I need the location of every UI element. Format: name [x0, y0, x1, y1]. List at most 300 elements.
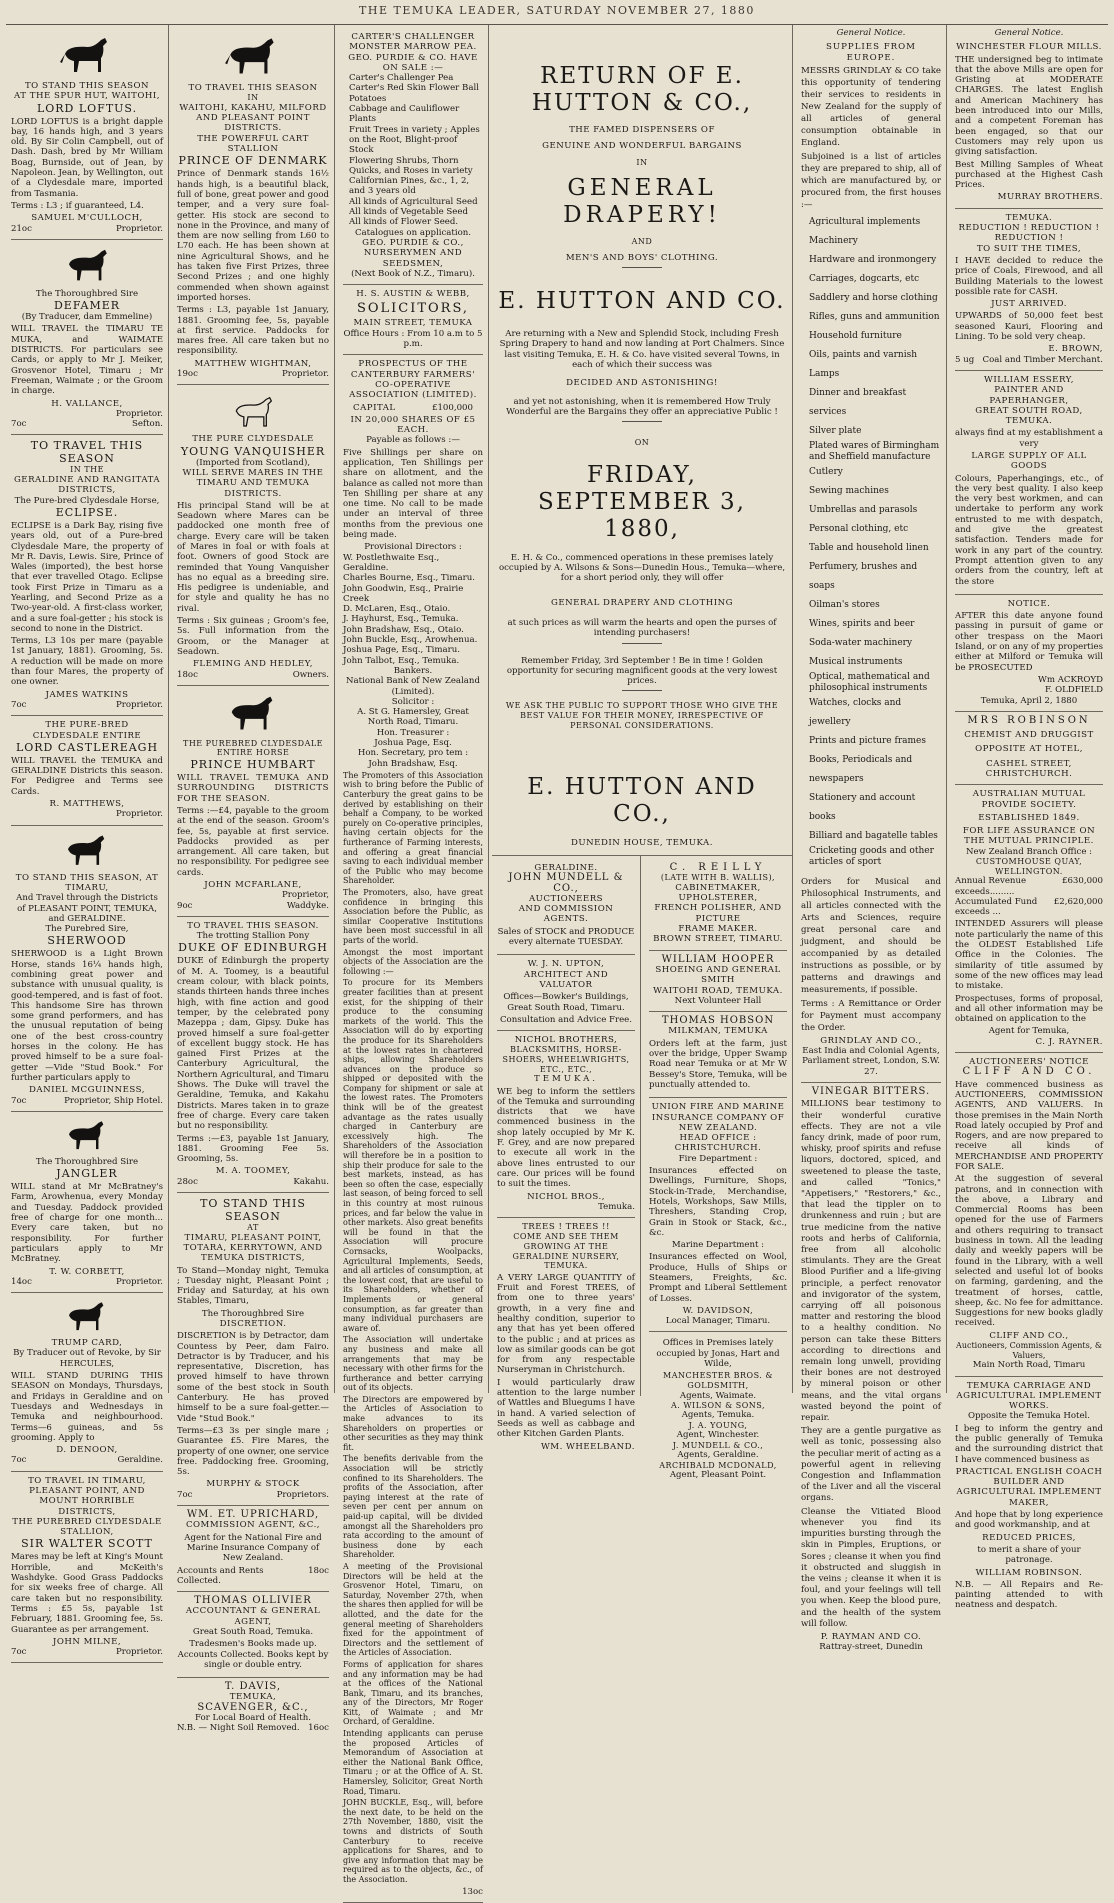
ad-body: At the suggestion of several patrons, and in connection with the above, a Library and Commercial Rooms has been opened for the use of Farmers and others requiring to transact business in town. All the leading daily and weekly papers will be found in the Library, with a well selected and useful lot of books on farming, gardening, and the treatment of horses, cattle, sheep, &c. No fee for admittance. Suggestions for new books gladly received.: [955, 1174, 1103, 1329]
ad-code: 18oc: [177, 669, 198, 680]
ad-young-vanquisher: [177, 385, 329, 686]
hutton-ask: WE ASK THE PUBLIC TO SUPPORT THOSE WHO GIVE THE BEST VALUE FOR THEIR MONEY, IRRESPECTIVE OF PERSONAL CONSIDERATIONS.: [505, 701, 779, 730]
ad-body: Sales of STOCK and PRODUCE every alternate TUESDAY.: [497, 926, 635, 948]
ad-owner: JOHN MILNE,: [52, 1636, 122, 1647]
divider: [622, 421, 662, 422]
ad-title: TEMUKA CARRIAGE AND AGRICULTURAL IMPLEMENT WORKS.: [956, 1380, 1102, 1412]
ad-body: Have commenced business as AUCTIONEERS, COMMISSION AGENTS, AND VALUERS. In those premises in the Main North Road lately occupied by Prof and Rogers, and are now prepared to receive all kinds of MERCHANDISE AND PROPERTY FOR SALE.: [955, 1079, 1103, 1172]
ad-note: N.B. — All Repairs and Re-painting attended to with neatness and despatch.: [955, 1579, 1103, 1611]
purdie-item: Carter's Red Skin Flower Ball Potatoes: [349, 83, 479, 104]
ad-subtitle: (LATE WITH B. WALLIS),: [660, 873, 776, 883]
ad-role: Owners.: [292, 669, 329, 680]
ad-jangler: [11, 1112, 163, 1293]
ad-title: COME AND SEE THEM GROWING AT THE GERALDINE NURSERY, TEMUKA.: [512, 1232, 620, 1271]
ad-address: CASHEL STREET, CHRISTCHURCH.: [985, 758, 1073, 779]
ad-title: THE POWERFUL CART STALLION: [197, 133, 309, 155]
supply-item: Hardware and ironmongery: [809, 254, 937, 265]
supply-item: Soda-water machinery: [809, 637, 913, 648]
ad-body: THE undersigned beg to intimate that the above Mills are open for Gristing at MODERATE CHARGES. The latest English and American Machinery has been introduced into our Mills, and a competent Foreman has been engaged, so that our Customers may rely upon us giving satisfaction.: [955, 54, 1103, 158]
hutton-date: FRIDAY, SEPTEMBER 3, 1880,: [538, 461, 746, 542]
ad-robinson-chemist: [955, 712, 1103, 785]
capital-value: £100,000: [431, 402, 473, 413]
ad-subhead: Provisional Directors :: [364, 542, 462, 553]
ad-terms: Terms : Six guineas ; Groom's fee, 5s. Full information from the Groom, or the Manager at Seadown.: [177, 616, 329, 657]
ad-role: Proprietor, Ship Hotel.: [64, 1095, 163, 1106]
ad-address: BROWN STREET, TIMARU.: [653, 934, 783, 945]
ad-title: TO SUIT THE TIMES,: [976, 243, 1082, 254]
ad-purdie: [343, 28, 483, 285]
ad-title: JUST ARRIVED.: [991, 299, 1067, 310]
ad-union-insurance: [649, 1098, 787, 1332]
amp-income-label: Annual Revenue exceeds.........: [955, 876, 1027, 897]
ad-title: COMMISSION AGENT, &C.,: [185, 1520, 321, 1531]
director: Joshua Page, Esq., Timaru.: [343, 645, 461, 656]
ad-code: 7oc: [11, 1455, 27, 1466]
ad-code: 19oc: [177, 369, 198, 380]
ad-code: 16oc: [308, 1723, 329, 1734]
hutton-body: Are returning with a New and Splendid Stock, including Fresh Spring Drapery to hand and now landing at Port Chalmers. Since last visiting Temuka, E. H. & Co. have visited several Towns, in each of which their success was: [499, 329, 785, 370]
ad-body: Cleanse the Vitiated Blood whenever you find its impurities bursting through the skin in Pimples, Eruptions, or Sores ; cleanse it when you find it obstructed and sluggish in the veins ; cleanse it when it is foul, and your feelings will tell you when. Keep the blood pure, and the health of the system will follow.: [801, 1506, 941, 1629]
ad-body: I beg to inform the gentry and the public generally of Temuka and the surrounding district that I have commenced business as: [955, 1423, 1103, 1465]
ad-title: SUPPLIES FROM EUROPE.: [826, 42, 916, 63]
ad-title: AT THE SPUR HUT, WAITOHI,: [14, 91, 160, 102]
ad-title: The Pure-bred Clydesdale Horse,: [14, 495, 160, 506]
ad-title: WILLIAM HOOPER: [661, 953, 775, 965]
ad-title: AUCTIONEERS: [528, 893, 604, 904]
supply-item: Carriages, dogcarts, etc: [809, 273, 920, 284]
supply-item: Saddlery and horse clothing: [809, 292, 938, 303]
ad-note: N.B. — Night Soil Removed.: [177, 1723, 300, 1734]
ad-subhead: Solicitor :: [391, 696, 435, 707]
ad-essery: [955, 371, 1103, 595]
ad-owner: Wm ACKROYD: [1038, 674, 1103, 685]
ad-body: MILLIONS bear testimony to their wonderful curative effects. They are not a vile fancy drink, made of poor rum, whisky, proof spirits and refuse liquors, doctored, spiced, and sweetened to please the taste, and called "Tonics," "Appetisers," "Restorers," &c., that lead the tippler on to drunkenness and ruin ; but are true medicine from the native roots and herbs of California, free from all alcoholic stimulants. They are the Great Blood Purifier and a life-giving principle, a perfect renovator and invigorator of the system, carrying off all poisonous matter and restoring the blood to a healthy condition. No person can take these Bitters according to directions and remain long unwell, providing their bones are not destroyed by mineral poison or other means, and the vital organs wasted beyond the point of repair.: [801, 1099, 941, 1424]
ad-body: Tradesmen's Books made up. Accounts Collected. Books kept by single or double entry.: [177, 1639, 329, 1670]
ad-title: IN THE: [70, 465, 104, 475]
ad-place: Temuka.: [598, 1201, 635, 1212]
ad-title: ARCHITECT AND VALUATOR: [523, 969, 609, 990]
ad-owner: M. A. TOOMEY,: [215, 1166, 291, 1177]
ad-line: John Bradshaw, Esq.: [368, 758, 458, 769]
ad-role: Proprietor.: [115, 699, 163, 710]
ad-title: LORD CASTLEREAGH: [15, 740, 159, 754]
supply-item: Silver plate: [809, 425, 862, 436]
divider: [622, 690, 662, 691]
ad-title: AT: [247, 1223, 259, 1233]
ad-subhead: Fire Department :: [678, 1153, 758, 1164]
ad-title: LORD LOFTUS.: [36, 101, 138, 115]
ad-owner: H. VALLANCE,: [51, 398, 123, 409]
ad-owner: W. DAVIDSON,: [682, 1305, 754, 1316]
ad-title: PROSPECTUS OF THE CANTERBURY FARMERS' CO-OPERATIVE ASSOCIATION (LIMITED).: [349, 359, 477, 401]
ad-title: LARGE SUPPLY OF ALL GOODS: [971, 450, 1087, 472]
ad-title: The Thoroughbred Sire: [35, 288, 139, 299]
ad-line: Consultation and Advice Free.: [499, 1014, 632, 1025]
supply-item: Plated wares of Birmingham and Sheffield manufacture: [809, 440, 940, 462]
ad-notice: [955, 595, 1103, 712]
purdie-item: Carter's Challenger Pea: [349, 73, 454, 84]
ad-cliff-and-co: [955, 1053, 1103, 1377]
ad-grindlay: [801, 38, 941, 1083]
ad-title: GEO. PURDIE & CO. HAVE ON SALE :—: [348, 52, 478, 73]
divider: [622, 643, 662, 644]
ad-title: The Thoroughbred Sire: [35, 1156, 139, 1167]
supply-item: Watches, clocks and jewellery: [809, 697, 902, 727]
ad-title: SCAVENGER, &C.,: [197, 1701, 309, 1713]
ad-trade: MILKMAN, TEMUKA: [668, 1026, 768, 1037]
ad-prince-humbart: [177, 686, 329, 917]
ad-body: UPWARDS of 50,000 feet best seasoned Kauri, Flooring and Lining. To be sold very cheap.: [955, 311, 1103, 343]
ad-body: always find at my establishment a very: [955, 428, 1103, 449]
ad-owner: GEO. PURDIE & CO.,: [362, 237, 464, 248]
ad-code: 21oc: [11, 223, 32, 234]
hutton-body: and yet not astonishing, when it is remembered How Truly Wonderful are the Bargains they offer an appreciative Public !: [506, 396, 778, 417]
ad-body: Orders left at the farm, just over the bridge, Upper Swamp Road near Temuka or at Mr W Bessey's Store, Temuka, will be punctually attended to.: [649, 1038, 787, 1090]
ad-title: WM. ET. UPRICHARD,: [186, 1509, 320, 1521]
ad-title: T. DAVIS,: [224, 1681, 282, 1693]
ad-role: Proprietor.: [115, 1647, 163, 1658]
ad-title: NICHOL BROTHERS,: [514, 1035, 618, 1046]
supply-item: Stationery and account books: [809, 792, 916, 822]
hutton-firm: E. HUTTON AND CO.,: [527, 774, 757, 828]
horse-icon: [228, 391, 278, 431]
hutton-title: RETURN OF E. HUTTON & CO.,: [531, 63, 753, 116]
ad-body: Colours, Paperhangings, etc., of the very best quality. I also keep the very best workmen, and can undertake to perform any work entrusted to me with despatch, and give the greatest satisfaction. Tenders made for work in any part of the country. Prompt attention given to any orders from the country, left at the store: [955, 473, 1103, 587]
supply-item: Books, Periodicals and newspapers: [809, 754, 913, 784]
ad-owner: JOHN MCFARLANE,: [204, 880, 302, 890]
horse-icon: [60, 246, 114, 286]
ad-subhead: Bankers.: [393, 665, 433, 676]
horse-icon: [60, 832, 114, 870]
ad-role: Auctioneers, Commission Agents, & Valuers,: [956, 1341, 1102, 1360]
ad-body: They are a gentle purgative as well as tonic, possessing also the peculiar merit of acting as a powerful agent in relieving Congestion and Inflammation of the Liver and all the visceral organs.: [801, 1426, 941, 1504]
ad-title: TO TRAVEL THIS SEASON: [30, 439, 144, 466]
ad-body: WILL STAND DURING THIS SEASON on Mondays, Thursdays, and Fridays in Geraldine and on Tuesdays and Wednesdays in Temuka and neighbourhood. Terms—6 guineas, and 5s grooming. Apply to: [11, 1371, 163, 1443]
column-5: [796, 25, 947, 1653]
ad-address: Rattray-street, Dunedin: [819, 1642, 923, 1653]
ad-body: The benefits derivable from the Association will be strictly confined to its Shareholders. The profits of the Association, after paying interest at the rate of seven per cent per annum on paid-up capital, will be divided amongst all the Shareholders pro rata according to the amount of business done by each Shareholder.: [343, 1454, 483, 1560]
supply-item: Perfumery, brushes and soaps: [809, 561, 918, 591]
ad-title: By Traducer out of Revoke, by Sir HERCULES,: [13, 1348, 161, 1369]
ad-title: NOTICE.: [1007, 598, 1051, 609]
ad-title: TO TRAVEL THIS SEASON.: [187, 920, 319, 931]
horse-icon: [61, 1299, 113, 1335]
ad-body: The Promoters, also, have great confidence in bringing this Association before the Public, as similar Cooperative Institutions have been most successful in all parts of the world.: [343, 888, 483, 945]
ad-place: TEMUKA.: [1005, 212, 1053, 223]
ad-line: Joshua Page, Esq.: [374, 738, 452, 748]
ad-code: 9oc: [177, 900, 193, 911]
ad-code: 7oc: [11, 1647, 27, 1658]
ad-role: Agents, Temuka.: [681, 1410, 755, 1421]
ad-title: JOHN MUNDELL & CO.,: [508, 872, 624, 894]
ad-title: THE PUREBRED CLYDESDALE STALLION,: [12, 1516, 162, 1538]
ad-role: Proprietor.: [115, 1276, 163, 1287]
horse-icon: [222, 34, 284, 80]
ad-hooper: [649, 951, 787, 1012]
ad-owner: C. J. RAYNER.: [1035, 1036, 1103, 1047]
ad-title: W. J. N. UPTON,: [527, 959, 605, 970]
hutton-firm: E. HUTTON AND CO.: [498, 288, 786, 315]
ad-lord-loftus: [11, 28, 163, 240]
ad-body: AFTER this date anyone found passing in pursuit of game or other trespass on the Maori Island, or on any of my properties either at Milford or Temuka will be PROSECUTED: [955, 611, 1103, 673]
supply-item: Oils, paints and varnish: [809, 349, 917, 360]
ad-body: WILL TRAVEL TEMUKA AND SURROUNDING DISTRICTS FOR THE SEASON.: [177, 773, 329, 804]
ad-title: PRINCE HUMBART: [190, 758, 316, 772]
ad-title: IN 20,000 SHARES OF £5 EACH.: [350, 414, 476, 436]
ad-trade: CHEMIST AND DRUGGIST: [964, 730, 1094, 741]
ad-line: Next Volunteer Hall: [674, 995, 762, 1006]
section-label: General Notice.: [836, 28, 906, 38]
ad-title: THOMAS HOBSON: [661, 1015, 775, 1027]
ad-title: REDUCTION ! REDUCTION ! REDUCTION !: [958, 223, 1100, 244]
ad-body: Insurances effected on Wool, Produce, Hulls of Ships or Steamers, Freights, &c. Prompt and Liberal Settlement of Losses.: [649, 1252, 787, 1304]
column-4: [492, 25, 793, 1481]
purdie-item: All kinds of Vegetable Seed: [349, 207, 468, 218]
ad-owner: P. RAYMAN AND CO.: [820, 1631, 922, 1642]
lower-left: [492, 856, 641, 1452]
hutton-and: AND: [631, 237, 653, 247]
ad-uprichard: [177, 1506, 329, 1592]
ad-owner: J. A. YOUNG,: [688, 1420, 748, 1430]
ad-role: Agents, Waimate.: [679, 1390, 757, 1401]
supply-item: Musical instruments: [809, 656, 903, 667]
ad-body: To procure for its Members greater facilities than at present exist, for the shipping of their produce to the consuming markets of the world. This the Association will do by exporting the produce for its Shareholders at the lowest rates in chartered ships, allowing Shareholders advances on the produce so shipped or deposited with the Company for shipment or sale at the lowest rates. The Promoters think will be of the greatest advantage as the rates usually charged in Canterbury are excessively high. The Shareholders of the Association will therefore be in a position to ship their produce for sale to the best markets, instead, as has been so often the case, especially last season, of being forced to sell in this country at most ruinous prices, and far below the value in other markets. Also great benefits will be found in that the Association will procure Cornsacks, Woolpacks, Agricultural Implements, Seeds, and all articles of consumption, at the lowest cost, that are useful to its Shareholders, whether of Implements or general consumption, as far greater than many individual purchasers are aware of.: [343, 978, 483, 1333]
ad-title: ECLIPSE.: [55, 505, 119, 519]
hutton-body: E. H. & Co., commenced operations in these premises lately occupied by A. Wilsons & Sons—Dunedin Hous., Temuka—where, for a short period only, they will offer: [498, 552, 786, 584]
amp-fund-label: Accumulated Fund exceeds ...: [955, 896, 1038, 918]
purdie-item: Californian Pines, &c., 1, 2, and 3 years old: [349, 176, 470, 197]
director: John Talbot, Esq., Temuka.: [343, 655, 460, 666]
ad-body: Forms of application for shares and any information may be had at the offices of the National Bank, Timaru, and its branches, any of the Directors, Mr Roger Kitt, of Waimate ; and Mr Orchard, of Geraldine.: [343, 1659, 483, 1727]
ad-body: SHERWOOD is a Light Brown Horse, stands 16¼ hands high, combining great power and substance with unusual quality, is good-tempered, and is fast of foot. This handsome Sire has thrown some grand performers, and has the unusual reputation of being one of the best cross-country horses in the colony. He has proved himself to be a sure foal-getter —Vide "Stud Book." For further particulars apply to: [11, 949, 163, 1083]
ad-body: Best Milling Samples of Wheat purchased at the Highest Cash Prices.: [955, 159, 1103, 191]
ad-title: IN: [247, 93, 259, 103]
ad-role: Local Manager, Timaru.: [665, 1316, 771, 1327]
ad-owner: WM. WHEELBAND.: [540, 1441, 635, 1452]
ad-body: Five Shillings per share on application, Ten Shillings per share on allotment, and the balance as called not more than Ten Shilling per share at any one time. No call to be made under an interval of three months from the previous one being made.: [343, 447, 483, 541]
ad-title: FOR LIFE ASSURANCE ON THE MUTUAL PRINCIPLE.: [962, 826, 1096, 847]
hutton-offer: GENERAL DRAPERY AND CLOTHING: [551, 597, 733, 608]
supply-item: Lamps: [809, 368, 840, 379]
ad-reilly: [649, 859, 787, 951]
ad-body: DISCRETION is by Detractor, dam Countess by Peer, dam Fairo. Detractor is by Traducer, and his representative, Discretion, has proved himself to have thrown some of the best stock in South Canterbury. He has proved himself to be a sure foal-getter.—Vide "Stud Book.": [177, 1331, 329, 1424]
ad-agents: [649, 1332, 787, 1485]
ad-trade: CABINETMAKER, UPHOLSTERER,: [675, 882, 761, 904]
ad-title: PRINCE OF DENMARK: [178, 154, 328, 168]
ad-address: Great South Road, Temuka.: [192, 1627, 314, 1637]
ad-owner: SAMUEL M'CULLOCH,: [31, 213, 143, 224]
ad-body: Agent for the National Fire and Marine Insurance Company of New Zealand.: [184, 1532, 322, 1564]
ad-subhead: Hon. Secretary, pro tem :: [357, 748, 469, 759]
ad-subhead: Hon. Treasurer :: [376, 727, 450, 738]
ad-trade: NURSERYMEN AND SEEDSMEN,: [363, 248, 463, 269]
ad-owner: E. BROWN,: [1048, 344, 1103, 355]
purdie-item: All kinds of Flower Seed.: [349, 217, 459, 228]
ad-title: THOMAS OLLIVIER: [194, 1595, 312, 1607]
ad-line: Office Hours : From 10 a.m to 5 p.m.: [343, 328, 483, 350]
hutton-drapery: GENERAL DRAPERY!: [563, 175, 721, 229]
ad-subtitle: (Imported from Scotland),: [195, 457, 311, 468]
ad-place: Waddyke.: [286, 900, 329, 911]
ad-title: GERALDINE AND RANGITATA DISTRICTS,: [13, 475, 161, 496]
hutton-body: Remember Friday, 3rd September ! Be in time ! Golden opportunity for securing magnificent goods at the very lowest prices.: [506, 655, 778, 687]
ad-trade: PAINTER AND PAPERHANGER,: [989, 385, 1069, 406]
ad-title: MRS ROBINSON: [967, 714, 1091, 726]
ad-owner: JAMES WATKINS: [45, 689, 129, 700]
ad-trade: FRAME MAKER.: [678, 924, 758, 935]
ad-body: Terms : A Remittance or Order for Payment must accompany the Order.: [801, 998, 941, 1033]
ad-title: TO TRAVEL THIS SEASON: [188, 83, 318, 93]
ad-body: MESSRS GRINDLAY & CO take this opportunity of tendering their services to residents in New Zealand for the supply of all articles of general consumption obtainable in England.: [801, 65, 941, 148]
horse-icon: [61, 1118, 113, 1154]
ad-owner: WILLIAM ROBINSON.: [975, 1567, 1083, 1578]
ad-amp-society: [955, 785, 1103, 1053]
ad-body: INTENDED Assurers will please note particularly the name of this the OLDEST Established Life Office in the Colonies. The similarity of title assumed by some of the new offices may lead to mistake.: [955, 919, 1103, 992]
ad-vinegar-bitters: [801, 1083, 941, 1657]
ad-body: LORD LOFTUS is a bright dapple bay, 16 hands high, and 3 years old. By Sir Colin Campbell, out of Dash. Dash, bred by Mr William Boag, Burnside, out of Jean, by Napoleon. Jean, by Wellington, out of a Clydesdale mare, imported from Tasmania.: [11, 116, 163, 199]
supply-item: Agricultural implements: [809, 216, 921, 227]
ad-farmers-association: [343, 355, 483, 1903]
ad-address: WAITOHI ROAD, TEMUKA.: [653, 985, 783, 996]
ad-hobson: [649, 1012, 787, 1098]
ad-code: 13oc: [462, 1886, 483, 1897]
purdie-item: Cabbage and Cauliflower Plants: [349, 104, 460, 125]
ad-owner: NICHOL BROS.,: [527, 1191, 605, 1202]
ad-code: 28oc: [177, 1176, 198, 1187]
ad-role: East India and Colonial Agents,: [802, 1046, 940, 1057]
ad-role: Proprietors.: [276, 1489, 329, 1500]
ad-terms: Terms, L3 10s per mare (payable 1st January, 1881). Grooming, 5s. A reduction will be made on more than four Mares, the property of one owner.: [11, 636, 163, 688]
ad-subhead: Marine Department :: [671, 1240, 765, 1251]
ad-body: to merit a share of your patronage.: [977, 1544, 1081, 1566]
ad-address: GREAT SOUTH ROAD, TEMUKA.: [975, 405, 1083, 427]
director: J. Hayhurst, Esq., Temuka.: [343, 614, 459, 625]
amp-fund: £2,620,000: [1053, 896, 1103, 907]
ad-title: The Thoroughbred Sire: [201, 1308, 305, 1319]
ad-title: REDUCED PRICES,: [982, 1532, 1076, 1543]
ad-body: Intending applicants can peruse the proposed Articles of Memorandum of Association at either the National Bank Office, Timaru ; or at the Office of A. St. Hamersley, Solicitor, Great North Road, Timaru.: [343, 1729, 483, 1796]
ad-owner: FLEMING AND HEDLEY,: [192, 659, 314, 670]
ad-body: For Local Board of Health.: [194, 1713, 311, 1724]
hutton-ad: [492, 25, 792, 849]
supply-item: Prints and picture frames: [809, 735, 926, 746]
ad-body: To Stand—Monday night, Temuka ; Tuesday night, Pleasant Point ; Friday and Saturday, at his own Stables, Timaru,: [177, 1265, 329, 1307]
ad-mundell: [497, 859, 635, 955]
hutton-subtitle: GENUINE AND WONDERFUL BARGAINS: [542, 141, 742, 152]
ad-title: The Purebred Sire,: [45, 924, 129, 935]
ad-role: Geraldine.: [117, 1455, 163, 1466]
ad-code: 7oc: [177, 1489, 193, 1500]
column-6: [950, 25, 1108, 1611]
ad-title: C. REILLY: [669, 862, 767, 873]
supply-item: Dinner and breakfast services: [809, 387, 907, 417]
horse-icon: [224, 692, 282, 736]
divider: [622, 267, 662, 268]
ad-body: And hope that by long experience and good workmanship, and at: [955, 1510, 1103, 1531]
supply-item: Billiard and bagatelle tables: [809, 830, 938, 841]
ad-body: Prospectuses, forms of proposal, and all other information may be obtained on application to the: [955, 993, 1103, 1025]
section-label: General Notice.: [994, 28, 1064, 38]
supply-item: Cricketing goods and other articles of sport: [809, 845, 934, 867]
ad-carriage-works: [955, 1377, 1103, 1618]
director: W. Postlethwaite Esq., Geraldine.: [343, 552, 440, 573]
ad-body: Offices in Premises lately occupied by Jonas, Hart and Wilde,: [656, 1338, 780, 1370]
ad-address: OPPOSITE AT HOTEL,: [975, 744, 1083, 755]
hutton-decided: DECIDED AND ASTONISHING!: [566, 378, 718, 389]
ad-terms: Terms :—£3, payable 1st January, 1881. Grooming Fee 5s. Grooming, 5s.: [177, 1133, 329, 1165]
ad-sherwood: [11, 826, 163, 1112]
ad-owner: MURRAY BROTHERS.: [997, 192, 1103, 203]
ad-owner: MURPHY & STOCK: [206, 1479, 300, 1490]
ad-line: Payable as follows :—: [366, 435, 460, 446]
ad-body: A meeting of the Provisional Directors will be held at the Grosvenor Hotel, Timaru, on Saturday, November 27th, when the shares then applied for will be allotted, and the date for the general meeting of Shareholders fixed for the appointment of Directors and the settlement of the Articles of Association.: [343, 1561, 483, 1658]
ad-defamer: [11, 240, 163, 436]
ad-address: Parliament street, London, S.W. 27.: [802, 1056, 940, 1077]
ad-body: Offices—Bowker's Buildings, Great South Road, Timaru.: [503, 992, 629, 1013]
ad-trade: BLACKSMITHS, HORSE-SHOERS, WHEELWRIGHTS, ETC., ETC.,: [502, 1045, 630, 1074]
ad-title: TIMARU, PLEASANT POINT, TOTARA, KERRYTOWN, AND TEMUKA DISTRICTS,: [183, 1232, 323, 1264]
ad-address: Main North Road, Timaru: [972, 1360, 1086, 1371]
ad-code: 7oc: [11, 1095, 27, 1106]
ad-owner: MANCHESTER BROS. & GOLDSMITH,: [663, 1371, 773, 1390]
columns-grid: [6, 24, 1108, 1897]
lower-section: [492, 855, 792, 1481]
ad-duke-of-edinburgh: [177, 917, 329, 1193]
ad-owner: A. WILSON & SONS,: [670, 1400, 766, 1410]
ad-discretion: [177, 1193, 329, 1506]
ad-title: SOLICITORS,: [356, 301, 470, 317]
supply-item: Oilman's stores: [809, 599, 880, 610]
supply-item: Optical, mathematical and philosophical instruments: [809, 671, 930, 693]
ad-subhead: New Zealand Branch Office :: [965, 846, 1093, 857]
director: D. McLaren, Esq., Otaio.: [343, 604, 451, 615]
ad-code: 5 ug: [955, 354, 975, 365]
column-3: [338, 25, 489, 1897]
ad-upton: [497, 955, 635, 1031]
ad-terms: Terms—£3 3s per single mare ; Guarantee £5. Fire Mares, the property of one owner, one service free. Paddocking free. Grooming, 5s.: [177, 1425, 329, 1478]
supply-item: Cutlery: [809, 466, 843, 477]
ad-body: DUKE of Edinburgh the property of M. A. Toomey, is a beautiful cream colour, with black points, stands thirteen hands three inches high, with fine action and good temper, by the celebrated pony Mazeppa ; dam, Gipsy. Duke has proved himself a sure foal-getter of excellent buggy stock. He has gained First Prizes at the Canterbury Agricultural, the Northern Agricultural, and Timaru Shows. The Duke will travel the Geraldine, Temuka, and Kakahu Districts. Mares taken in to graze free of charge. Every care taken but no responsibility.: [177, 956, 329, 1132]
ad-owner: R. MATTHEWS,: [49, 799, 125, 810]
ad-code: 7oc: [11, 419, 27, 430]
ad-davis: [177, 1678, 329, 1738]
ad-title: THE PUREBRED CLYDESDALE ENTIRE HORSE: [182, 738, 324, 758]
ad-terms: Terms :—£4, payable to the groom at the end of the season. Groom's fee, 5s, payable at first service. Paddocks provided as per arrangement. All care taken, but no responsibility. For pedigree see cards.: [177, 805, 329, 878]
ad-ollivier: [177, 1592, 329, 1678]
ad-address: (Next Book of N.Z., Timaru).: [351, 268, 475, 279]
ad-code: 14oc: [11, 1276, 32, 1287]
ad-line: Accounts and Rents Collected.: [177, 1565, 264, 1586]
ad-title: TREES ! TREES !!: [522, 1222, 610, 1233]
ad-role: Agents, Geraldine.: [677, 1450, 759, 1461]
ad-place: TEMUKA,: [229, 1692, 277, 1703]
ad-role: Kakahu.: [293, 1176, 329, 1187]
ad-body: Subjoined is a list of articles they are prepared to ship, all of which are manufactured by, or procured from, the first houses :—: [801, 151, 941, 210]
ad-title: HEAD OFFICE : CHRISTCHURCH.: [674, 1133, 762, 1154]
ad-title: TO STAND THIS SEASON: [200, 1197, 306, 1224]
ad-winchester-mills: [955, 38, 1103, 208]
ad-owner: CLIFF AND CO.,: [989, 1330, 1069, 1341]
director: John Bradshaw, Esq., Otaio.: [343, 624, 464, 635]
purdie-item: Fruit Trees in variety ; Apples on the Root, Blight-proof Stock: [349, 124, 480, 156]
ad-line: National Bank of New Zealand (Limited).: [346, 676, 480, 697]
ad-title: TO STAND THIS SEASON, AT TIMARU,: [15, 872, 159, 893]
ad-title: H. S. AUSTIN & WEBB,: [356, 289, 470, 300]
ad-austin-webb: [343, 285, 483, 355]
ad-role: Coal and Timber Merchant.: [982, 354, 1103, 365]
ad-walter-scott: [11, 1472, 163, 1664]
ad-terms: Terms : L3 ; if guaranteed, L4.: [11, 200, 144, 211]
